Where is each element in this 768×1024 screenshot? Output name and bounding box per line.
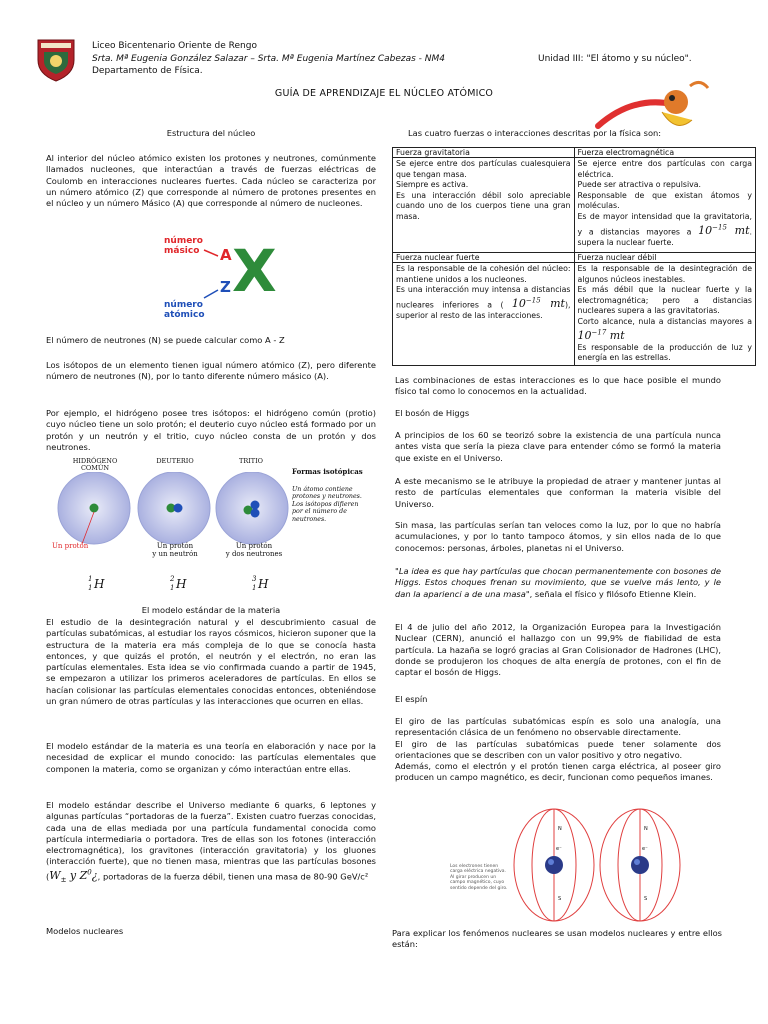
section-title-spin: El espín <box>395 694 428 704</box>
atomic-number-label: número atómico <box>164 300 205 320</box>
teachers-line: Srta. Mª Eugenia González Salazar – Srta. Mª Eugenia Martínez Cabezas - NM4 <box>92 53 445 64</box>
symbol-deuterium <box>170 575 194 595</box>
caption-tritium: Un protón y dos neutrones <box>225 542 283 558</box>
forces-table <box>392 147 756 366</box>
symbol-atomic: 1 <box>88 584 93 592</box>
isotopes-figure <box>46 458 376 573</box>
boson-w: W <box>49 869 61 883</box>
symbol-mass: 3 <box>252 575 257 583</box>
strong-power-base: 10 <box>511 297 526 311</box>
spin-label-n2: N <box>644 826 648 832</box>
paragraph-spin: El giro de las partículas subatómicas espín es solo una analogía, una representación clásica de un fenómeno no observable directamente. El giro de las partículas subatómicas puede tener solamente dos orientaciones que se describen con un valor positivo y otro negativo. Además, como el electrón y el protón tienen carga eléctrica, al poseer giro producen un campo magnético, es decir, funcionan como pequeños imanes. <box>395 716 721 783</box>
symbol-tritium <box>252 575 276 595</box>
isotope-label-deuterium: DEUTERIO <box>156 457 194 465</box>
electromagnetic-text: Se ejerce entre dos partículas con carga eléctrica. Puede ser atractiva o repulsiva. Responsable de que existan átomos y moléculas. Es de mayor intensidad que la gravitatoria, y a distancias mayores a <box>577 159 752 237</box>
head-gravitational: Fuerza gravitatoria <box>393 148 575 158</box>
weak-text: Es la responsable de la desintegración de algunos núcleos inestables. Es más débil que la nuclear fuerte y la electromagnética; pero a distancias nucleares supera a las gravitatorias. Corto alcance, nula a distancias mayores a <box>577 264 752 326</box>
weak-unit: mt <box>609 329 625 343</box>
paragraph-cern: El 4 de julio del año 2012, la Organización Europea para la Investigación Nuclear (CERN), anunció el hallazgo con un 99,9% de fiabilidad de esta partícula. La hazaña se logró gracias al Gran Colisionador de Hadrones (LHC), donde se produjeron los choques de alta energía de protones, con el fin de captar el bosón de Higgs. <box>395 622 721 678</box>
symbol-h: H <box>94 577 105 591</box>
mass-number-label: número másico <box>164 236 203 256</box>
spin-label-e2: e⁻ <box>642 846 648 852</box>
unit-label: Unidad III: "El átomo y su núcleo". <box>538 54 692 64</box>
paragraph-neutrons: El número de neutrones (N) se puede calcular como A - Z <box>46 335 285 345</box>
weak-tail: Es responsable de la producción de luz y energía en las estrellas. <box>577 342 752 363</box>
paragraph-higgs-mass: Sin masa, las partículas serían tan veloces como la luz, por lo que no habría acumulaciones, y por lo tanto tampoco átomos, y sin ellos nada de lo que conocemos: personas, árboles, planetas ni el Universo. <box>395 520 721 553</box>
isotopic-forms-note: Un átomo contiene protones y neutrones. Los isótopos difieren por el número de neutrones. <box>292 486 362 523</box>
symbol-mass: 1 <box>88 575 93 583</box>
paragraph-hydrogen: Por ejemplo, el hidrógeno posee tres isótopos: el hidrógeno común (protio) cuyo núcleo tiene un solo protón; el deuterio cuyo núcleo está formado por un protón y un neutrón y el tritio, cuyo núcleo consta de un protón y dos neutrones. <box>46 408 376 452</box>
strong-unit: mt <box>550 297 565 311</box>
paragraph-higgs-mechanism: A este mecanismo se le atribuye la propiedad de atraer y mantener juntas al resto de partículas elementales que conforman la materia visible del Universo. <box>395 476 721 509</box>
strong-text: Es la responsable de la cohesión del núcleo: mantiene unidos a los nucleones. Es una interacción muy intensa a distancias nucleares inferiores a ( <box>396 264 571 310</box>
em-tail: . supera la nuclear fuerte. <box>577 227 752 247</box>
section-title-higgs: El bosón de Higgs <box>395 408 470 418</box>
school-name: Liceo Bicentenario Oriente de Rengo <box>92 41 257 51</box>
spin-label-n1: N <box>558 826 562 832</box>
nuclide-notation-figure <box>160 232 280 320</box>
em-power-exp: −15 <box>712 223 727 232</box>
head-electromagnetic: Fuerza electromagnética <box>574 148 756 158</box>
school-logo <box>34 36 78 82</box>
strong-tail: ), superior al resto de las interacciones. <box>396 300 571 321</box>
spin-figure <box>450 806 690 924</box>
cell-electromagnetic <box>574 158 756 253</box>
cell-weak <box>574 263 756 366</box>
cell-gravitational <box>393 158 575 253</box>
caption-protium: Un protón <box>52 542 89 550</box>
letter-z: Z <box>220 278 231 296</box>
paragraph-isotopes: Los isótopos de un elemento tienen igual número atómico (Z), pero diferente número de neutrones (N), por lo tanto diferente número másico (A). <box>46 360 376 382</box>
paragraph-higgs-theory: A principios de los 60 se teorizó sobre la existencia de una partícula nunca antes vista que sería la pieza clave para entender cómo se formó la materia que existe en el Universo. <box>395 430 721 463</box>
klein-quote: "La idea es que hay partículas que chocan permanentemente con bosones de Higgs. Estos choques frenan su movimiento, que se vuelve más lento, y le dan la aparienci a de una masa" <box>395 566 721 599</box>
isotope-label-tritium: TRITIO <box>238 457 264 465</box>
boson-z-sup: 0 <box>87 868 92 877</box>
letter-a: A <box>220 246 232 264</box>
symbol-atomic: 1 <box>252 584 257 592</box>
boson-w-sub: ± <box>60 876 67 885</box>
spin-caption: Los electrones tienen carga eléctrica negativa. Al girar producen un campo magnético, cuyo sentido depende del giro. <box>450 864 508 891</box>
paragraph-standard-model-forces <box>46 800 376 887</box>
symbol-h: H <box>176 577 187 591</box>
forces-text-b: , portadoras de la fuerza débil, tienen una masa de 80-90 GeV/c² <box>97 871 369 882</box>
forces-text-a: El modelo estándar describe el Universo mediante 6 quarks, 6 leptones y algunas partículas “portadoras de la fuerza”. Existen cuatro fuerzas conocidas, cada una de ellas mediada por una partícula fundamental conocida como partícula intermediaria o portadora. Tres de ellas son los fotones (interacción electromagnética), los gravitones (interacción gravitatoria) y los gluones (interacción fuerte), que no tienen masa, mientras que las partículas bosones ( <box>46 800 376 882</box>
section-title-structure: Estructura del núcleo <box>166 128 256 138</box>
spin-label-s2: S <box>644 896 648 902</box>
symbol-protium <box>88 575 112 595</box>
isotope-label-protium: HIDRÓGENO COMÚN <box>72 457 118 472</box>
paragraph-nuclear-models: Para explicar los fenómenos nucleares se usan modelos nucleares y entre ellos están: <box>392 928 722 950</box>
section-title-nuclear-models: Modelos nucleares <box>46 926 124 936</box>
strong-power-exp: −15 <box>525 296 541 305</box>
letter-x: X <box>232 237 277 305</box>
paragraph-standard-model-history: El estudio de la desintegración natural y el descubrimiento casual de partículas subatómicas, al estudiar los rayos cósmicos, hicieron suponer que la estructura de la materia era más compleja de lo que se conocía hasta entonces, y que quizás el protón, el neutrón y el electrón, no eran las partículas elementales. Esta idea se vio confirmada cuando a partir de 1945, se empezaron a utilizar los primeros aceleradores de partículas. En ellos se hacían colisionar las partículas elementales conocidas entonces, obteniéndose un gran número de otras partículas y las interacciones que ocurren en ellas. <box>46 617 376 707</box>
symbol-h: H <box>258 577 269 591</box>
department-line: Departamento de Física. <box>92 66 203 76</box>
spin-label-s1: S <box>558 896 562 902</box>
em-power-base: 10 <box>698 224 713 238</box>
boson-z: y Z <box>66 869 88 883</box>
page-title: GUÍA DE APRENDIZAJE EL NÚCLEO ATÓMICO <box>274 88 494 99</box>
em-unit: mt <box>734 224 750 238</box>
boson-close: ¿ <box>91 869 98 883</box>
gravitational-text: Se ejerce entre dos partículas cualesquiera que tengan masa. Siempre es activa. Es una interacción débil solo apreciable cuando uno de los cuerpos tiene una gran masa. <box>396 159 571 221</box>
paragraph-structure: Al interior del núcleo atómico existen los protones y neutrones, comúnmente llamados nucleones, que interactúan a través de fuerzas eléctricas de Coulomb en interacciones nucleares fuertes. Cada núcleo se caracteriza por un número atómico (Z) que corresponde al número de protones presentes en el núcleo y un número Másico (A) que corresponde al número de nucleones. <box>46 153 376 209</box>
symbol-mass: 2 <box>170 575 175 583</box>
paragraph-combinations: Las combinaciones de estas interacciones es lo que hace posible el mundo físico tal como lo conocemos en la actualidad. <box>395 375 721 397</box>
symbol-atomic: 1 <box>170 584 175 592</box>
paragraph-standard-model-theory: El modelo estándar de la materia es una teoría en elaboración y nace por la necesidad de explicar el mundo conocido: las partículas elementales que componen la materia, como se organizan y cómo interactúan entre ellas. <box>46 741 376 774</box>
spin-label-e1: e⁻ <box>556 846 562 852</box>
weak-power-exp: −17 <box>591 328 607 337</box>
head-strong: Fuerza nuclear fuerte <box>393 253 575 263</box>
klein-attribution: , señala el físico y filósofo Etienne Klein. <box>529 588 697 599</box>
paragraph-higgs-quote <box>395 566 721 600</box>
section-title-standard-model: El modelo estándar de la materia <box>141 605 281 615</box>
isotopic-forms-title: Formas isotópicas <box>292 467 363 476</box>
head-weak: Fuerza nuclear débil <box>574 253 756 263</box>
caption-deuterium: Un protón y un neutrón <box>152 542 198 558</box>
weak-power-base: 10 <box>577 329 592 343</box>
forces-intro: Las cuatro fuerzas o interacciones descritas por la física son: <box>408 128 662 138</box>
cell-strong <box>393 263 575 366</box>
